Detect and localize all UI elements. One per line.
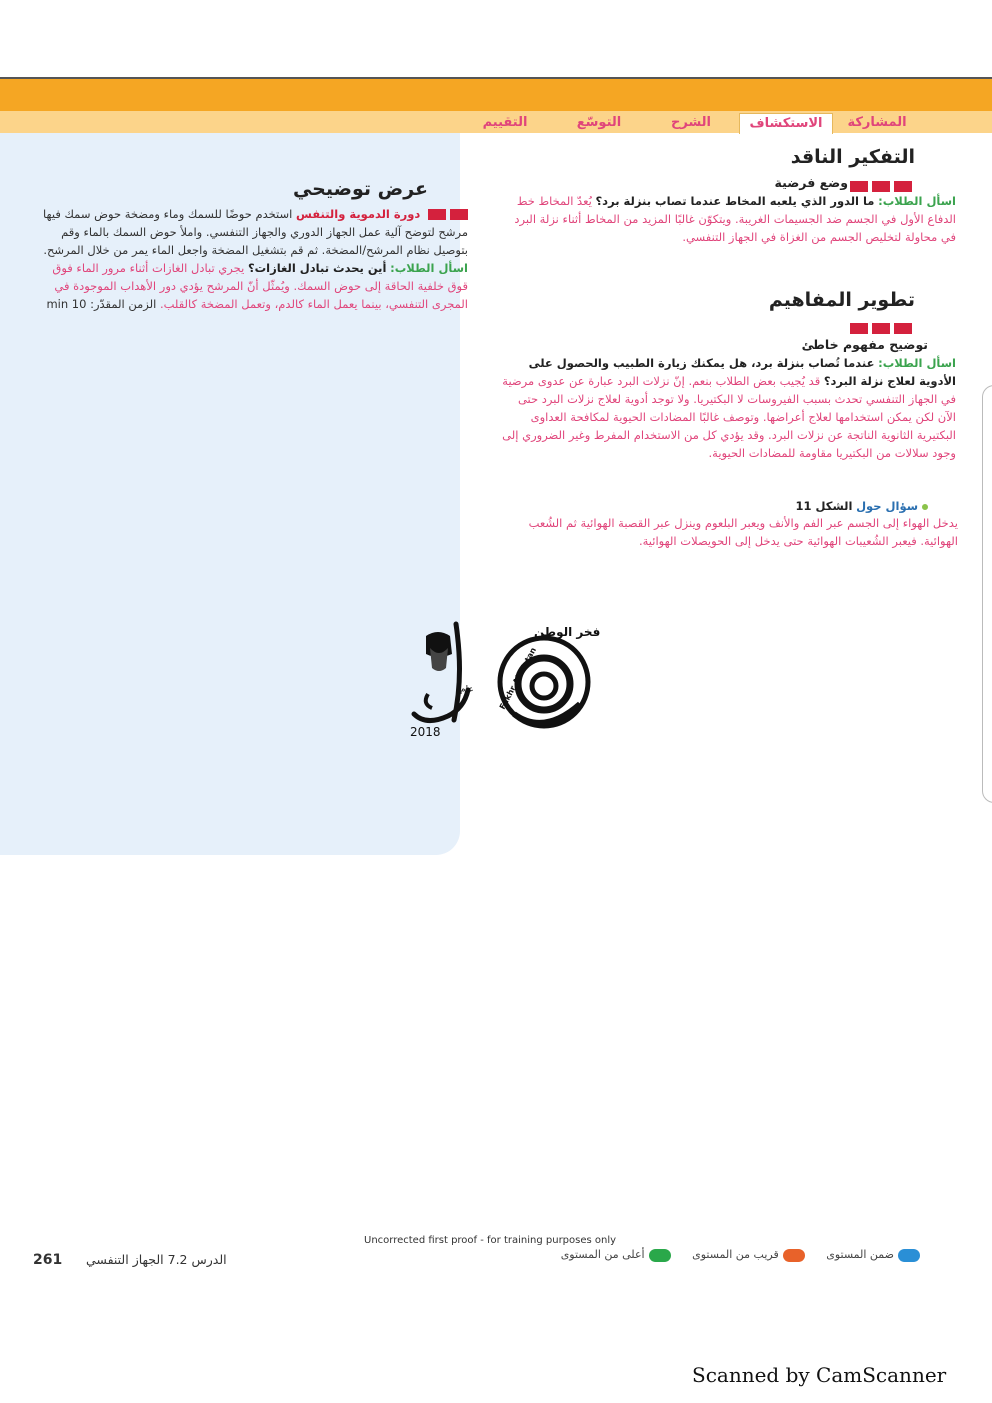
tab-explain[interactable]: الشرح [670,115,712,130]
ask-students-label: اسأل الطلاب: [878,356,956,370]
figure-answer: يدخل الهواء إلى الجسم عبر الفم والأنف ويعبر البلعوم وينزل عبر القصبة الهوائية ثم الشُعب الهوائية. فيعبر الشُعيبات الهوائية حتى يدخل إلى الحويصلات الهوائية. [528,516,958,548]
circle-logo-text: فخر الوطن [534,625,601,639]
demo-title: عرض توضيحي [292,178,428,200]
bullet-icon [922,504,928,510]
level-badges [846,176,920,188]
critical-thinking-title: التفكير الناقد [790,146,915,168]
figure-question-label: سؤال حول [856,499,918,513]
figure-number: الشكل 11 [795,499,853,513]
level-beyond: أعلى من المستوى [561,1248,671,1262]
lesson-label: الدرس 7.2 الجهاز التنفسي [86,1252,227,1267]
page-number: 261 [33,1252,63,1268]
concepts-question-block [498,354,956,462]
demo-subtitle: دورة الدموية والتنفس [296,207,421,221]
critical-subtitle: وضع فرضية [774,175,848,190]
concepts-answer: قد يُجيب بعض الطلاب بنعم. إنّ نزلات البرد عبارة عن عدوى مرضية في الجهاز التنفسي تحدث بسبب الفيروسات لا البكتيريا. ولا توجد أدوية لعلاج نزلات البرد حتى الآن لكن يمكن استخدامها لعلاج أعراضها. وتوصف غالبًا المضادات الحيوية لمكافحة العداوى البكتيرية الثانوية الناتجة عن نزلات البرد. وقد يؤدي كل من الاستخدام المفرط وغير الضروري إلى وجود سلالات من البكتيريا مقاومة للمضادات الحيوية. [502,374,956,460]
zayed-year-logo [408,618,608,743]
ask-students-label: اسأل الطلاب: [878,194,956,208]
logos [408,618,608,743]
demo-answer: يجري تبادل الغازات أثناء مرور الماء فوق قوق خلفية الحاقة إلى حوض السمك. ويُمثّل أنّ المرشح يؤدي دور الأهداب الموجودة في المجرى التنفسي، بينما يعمل الماء كالدم، وتعمل المضخة كالقلب. [52,261,468,311]
critical-question-block [498,192,956,246]
tab-elaborate[interactable]: التوسّع [576,115,622,130]
level-beyond-icon [649,1249,671,1262]
tab-explore[interactable]: الاستكشاف [739,113,833,134]
circle-logo-latin: Fakhr Al Watan [497,646,539,711]
zayed-year: 2018 [410,725,441,739]
demo-text: استخدم حوضًا للسمك وماء ومضخة حوض سمك فيها مرشح لتوضح آلية عمل الجهاز الدوري والجهاز التنفسي. واملأ حوض السمك بالماء وقم بتوصيل نظام المرشح/المضخة. ثم قم بتشغيل المضخة واجعل الماء يمر من خلال المرشح. [43,207,468,257]
orange-header-band [0,79,992,111]
level-badge [450,209,468,220]
concepts-question: عندما تُصاب بنزلة برد، هل يمكنك زيارة الطبيب والحصول على الأدوية لعلاج نزلة البرد؟ [528,356,956,388]
demo-body [36,205,468,313]
proof-notice: Uncorrected first proof - for training purposes only [364,1235,617,1246]
demo-time: الزمن المقدّر: 10 min [46,297,157,311]
demo-question: أين يحدث تبادل الغازات؟ [247,261,387,275]
concepts-subtitle: توضيح مفهوم خاطئ [801,337,928,352]
level-approaching-icon [783,1249,805,1262]
level-badges [846,318,920,330]
level-approaching: قريب من المستوى [692,1248,805,1262]
critical-question: ما الدور الذي يلعبه المخاط عندما تصاب بنزلة برد؟ [595,194,875,208]
tab-engage[interactable]: المشاركة [847,115,907,130]
tab-evaluate[interactable]: التقييم [482,115,528,130]
ask-students-label: اسأل الطلاب: [390,261,468,275]
critical-answer: يُعدّ المخاط خط الدفاع الأول في الجسم ضد الجسيمات الغريبة. ويتكوّن غالبًا المزيد من المخاط أثناء نزلة البرد في محاولة لتخليص الجسم من الغزاة في الجهاز التنفسي. [514,194,956,244]
level-legend [530,1248,920,1268]
concepts-title: تطوير المفاهيم [768,289,915,311]
scanner-watermark: Scanned by CamScanner [692,1363,947,1387]
page-edge-tab [982,385,992,803]
level-badge [428,209,446,220]
level-on: ضمن المستوى [826,1248,920,1262]
zayed-year-label: عام [460,685,474,695]
figure-question-heading [700,497,928,515]
level-on-icon [898,1249,920,1262]
